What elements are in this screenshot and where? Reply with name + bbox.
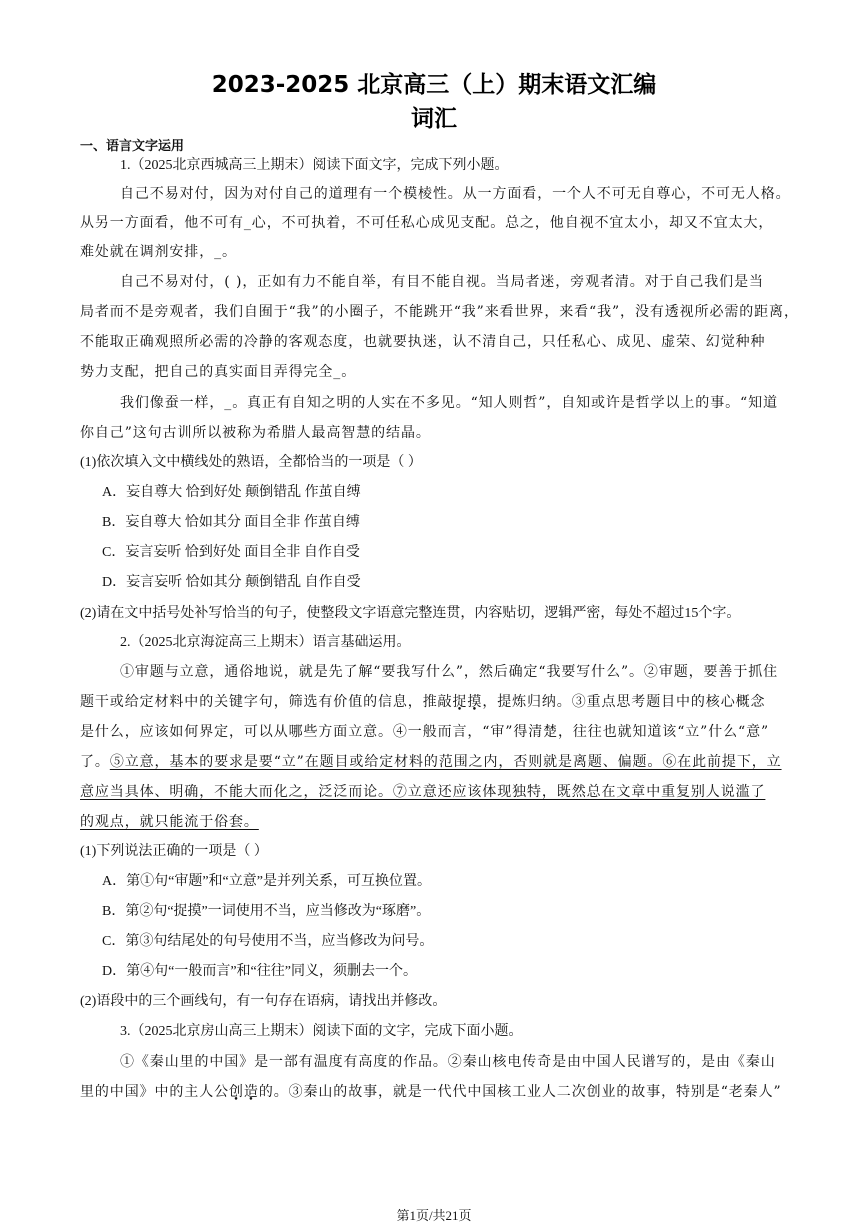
page-number-footer: 第1页/共21页 [396,1208,472,1223]
document-title: 2023-2025 北京高三（上）期末语文汇编 [211,72,657,98]
q3-text-run: 里的中国》中的主人公 [80,1084,229,1100]
q1-passage-line: 自己不易对付，( )，正如有力不能自举，有目不能自视。当局者迷，旁观者清。对于自己我们是当 [120,274,764,290]
q1-passage-line: 局者而不是旁观者，我们自囿于“我”的小圈子，不能跳开“我”来看世界，来看“我”，没有透视所必需的距离， [80,304,799,320]
q1-intro: 1.（2025北京西城高三上期末）阅读下面文字，完成下列小题。 [120,158,509,173]
q2-passage-line: ①审题与立意，通俗地说，就是先了解“要我写什么”，然后确定“我要写什么”。②审题，要善于抓住 [120,664,779,680]
q2-option-c[interactable]: C．第③句结尾处的句号使用不当，应当修改为问号。 [102,934,434,949]
emphasis-dot-char: 摸 [467,694,483,710]
q2-passage-line: 是什么，应该如何界定，可以从哪些方面立意。④一般而言，“审”得清楚，往往也就知道该“立”什么“意” [80,724,770,740]
section-heading: 一、语言文字运用 [80,138,185,153]
q2-text-run: 了。 [80,754,110,770]
q2-sub2: (2)语段中的三个画线句，有一句存在语病，请找出并修改。 [80,994,447,1009]
q1-option-d[interactable]: D．妄言妄听 恰如其分 颠倒错乱 自作自受 [102,575,361,590]
q1-sub2: (2)请在文中括号处补写恰当的句子，使整段文字语意完整连贯，内容贴切，逻辑严密，每处不超过15个字。 [80,606,741,621]
q1-passage-line: 自己不易对付，因为对付自己的道理有一个模棱性。从一方面看，一个人不可无自尊心，不可无人格。 [120,186,791,202]
emphasis-dot-char: 造 [243,1084,259,1100]
q2-passage-line [80,693,765,711]
q2-sub1: (1)下列说法正确的一项是（ ） [80,844,268,859]
q1-sub1: (1)依次填入文中横线处的熟语，全都恰当的一项是（ ） [80,455,422,470]
document-subtitle: 词汇 [411,106,457,132]
q3-intro: 3.（2025北京房山高三上期末）阅读下面的文字，完成下面小题。 [120,1024,523,1039]
q1-passage-line: 不能取正确观照所必需的冷静的客观态度，也就要执迷，认不清自己，只任私心、成见、虚荣、幻觉种种 [80,334,766,350]
q2-text-run: ，提炼归纳。③重点思考题目中的核心概念 [482,694,766,710]
q1-option-c[interactable]: C．妄言妄听 恰到好处 面目全非 自作自受 [102,545,360,560]
q2-text-run: 题干或给定材料中的关键字句，筛选有价值的信息，推敲 [80,694,453,710]
q1-option-b[interactable]: B．妄自尊大 恰如其分 面目全非 作茧自缚 [102,515,360,530]
q2-passage-line [80,753,782,771]
q2-option-d[interactable]: D．第④句“一般而言”和“往往”同义，须删去一个。 [102,964,417,979]
q3-text-run: 的。③秦山的故事，就是一代代中国核工业人二次创业的故事，特别是“老秦人” [258,1084,782,1100]
q1-passage-line: 从另一方面看，他不可有_心，不可执着，不可任私心成见支配。总之，他自视不宜太小，却又不宜太大， [80,215,774,231]
underlined-sentence: 意应当具体、明确，不能大而化之，泛泛而论。⑦立意还应该体现独特，既然总在文章中重复别人说滥了 [80,784,766,800]
q3-passage-line: ①《秦山里的中国》是一部有温度有高度的作品。②秦山核电传奇是由中国人民谱写的，是由《秦山 [120,1054,776,1070]
q1-option-a[interactable]: A．妄自尊大 恰到好处 颠倒错乱 作茧自缚 [102,485,361,500]
q2-option-a[interactable]: A．第①句“审题”和“立意”是并列关系，可互换位置。 [102,874,431,889]
emphasis-dot-char: 捉 [452,694,468,710]
q1-passage-line: 势力支配，把自己的真实面目弄得完全_。 [80,364,357,380]
underlined-sentence: ⑤立意，基本的要求是要“立”在题目或给定材料的范围之内，否则就是离题、偏题。⑥在此前提下，立 [109,754,782,770]
q2-intro: 2.（2025北京海淀高三上期末）语言基础运用。 [120,635,411,650]
q1-passage-line: 难处就在调剂安排，_。 [80,244,237,260]
q1-passage-line: 你自己”这句古训所以被称为希腊人最高智慧的结晶。 [80,425,431,441]
q2-option-b[interactable]: B．第②句“捉摸”一词使用不当，应当修改为“琢磨”。 [102,904,431,919]
q3-passage-line [80,1083,782,1101]
q1-passage-line: 我们像蚕一样，_。真正有自知之明的人实在不多见。“知人则哲”，自知或许是哲学以上的事。“知道 [120,395,778,411]
underlined-sentence: 的观点，就只能流于俗套。 [80,814,259,830]
emphasis-dot-char: 创 [229,1084,244,1100]
